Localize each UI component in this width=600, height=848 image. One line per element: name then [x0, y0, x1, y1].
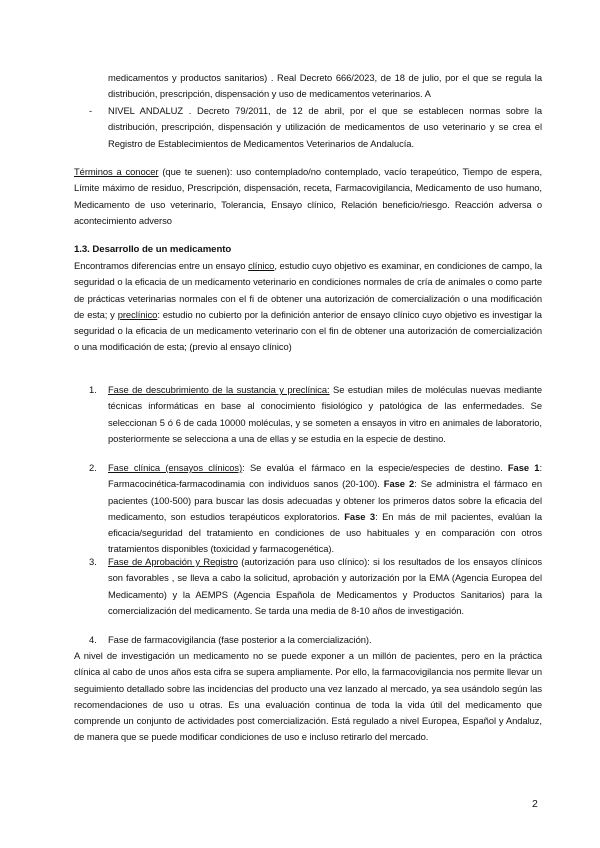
list-dash: -	[89, 105, 93, 116]
phase-2: Fase clínica (ensayos clínicos): Se evalúa el fármaco en la especie/especies de destino. Fase 1: Farmacocinética-farmacodinamia con individuos sanos (20-100). Fase 2: Se administra el fármaco en pacientes (100-500) para buscar las dosis adecuadas y obtener los primeros datos sobre la eficacia del medicamento, son estudios terapéuticos exploratorios. Fase 3: En más de mil pacientes, evalúan la eficacia/seguridad del tratamiento en condiciones de uso habituales y en comparación con otros tratamientos disponibles (toxicidad y farmacogenética).	[108, 462, 543, 555]
phase-3-title: Fase de Aprobación y Registro	[108, 556, 238, 567]
closing-paragraph: A nivel de investigación un medicamento no se puede exponer a un millón de pacientes, pero en la práctica clínica al cabo de unos años esta cifra se supera ampliamente. Por ello, la farmacovigilancia nos permite llevar un seguimiento detallado sobre las incidencias del producto una vez lanzado al mercado, ya sea usándolo según las recomendaciones de uso u otras. Es una evaluación continua de toda la vida útil del medicamento que comprende un conjunto de actividades post comercialización. Está regulado a nivel Europea, Español y Andaluz, de manera que se puede modificar condiciones de uso e incluso retirarlo del mercado.	[74, 650, 542, 743]
preclinico-term: preclínico	[117, 308, 158, 320]
terms-paragraph	[74, 164, 542, 229]
phase-3-number: 3.	[89, 556, 97, 567]
section-paragraph: Encontramos diferencias entre un ensayo clínico, estudio cuyo objetivo es examinar, en condiciones de campo, la seguridad o la eficacia de un medicamento veterinario en condiciones normales de cría de animales o como parte de prácticas veterinarias normales con el fi de obtener una autorización de comercialización o una modificación de esta; y preclínico: estudio no cubierto por la definición anterior de ensayo clínico cuyo objetivo es investigar la seguridad o la eficacia de un medicamento veterinario con el fin de obtener una autorización de comercialización o una modificación de esta; (previo al ensayo clínico)	[74, 260, 542, 353]
phase-4: Fase de farmacovigilancia (fase posterior a la comercialización).	[108, 634, 372, 645]
phase-1: Fase de descubrimiento de la sustancia y preclínica: Se estudian miles de moléculas nuevas mediante técnicas informáticas en base al conocimiento fisiológico y patológica de las enfermedades. Se seleccionan 5 ó 6 de cada 10000 moléculas, y se someten a ensayos in vitro en animales de laboratorio, posteriormente se selecciona a una de ellas y se estudia en la especie de destino.	[108, 384, 542, 444]
section-heading: 1.3. Desarrollo de un medicamento	[74, 244, 232, 255]
phase-1-number: 1.	[89, 384, 97, 395]
phase-1-title: Fase de descubrimiento de la sustancia y preclínica:	[108, 384, 330, 395]
phase-2-number: 2.	[89, 462, 97, 473]
terms-label: Términos a conocer	[74, 166, 159, 177]
phase-2-title: Fase clínica (ensayos clínicos)	[108, 462, 243, 473]
clinico-term: clínico	[248, 260, 275, 271]
phase-4-number: 4.	[89, 634, 97, 645]
legislation-item-andaluz: NIVEL ANDALUZ . Decreto 79/2011, de 12 de abril, por el que se establecen normas sobre la distribución, prescripción, dispensación y utilización de medicamentos de uso veterinario y se crea el Registro de Establecimientos de Medicamentos Veterinarios de Andalucía.	[108, 105, 542, 149]
page-number: 2	[532, 798, 538, 810]
terms-text: (que te suenen): uso contemplado/no contemplado, vacío terapeútico, Tiempo de espera, Límite máximo de residuo, Prescripción, dispensación, receta, Farmacovigilancia, Medicamento de uso humano, Medicamento de uso veterinario, Tolerancia, Ensayo clínico, Relación beneficio/riesgo. Reacción adversa o acontecimiento adverso	[74, 166, 542, 226]
legislation-item-continued: medicamentos y productos sanitarios) . Real Decreto 666/2023, de 18 de julio, por el que se regula la distribución, prescripción, dispensación y uso de medicamentos veterinarios. A	[108, 72, 542, 100]
phase-3: Fase de Aprobación y Registro (autorización para uso clínico): si los resultados de los ensayos clínicos son favorables , se lleva a cabo la solicitud, aprobación y autorización por la EMA (Agencia Europea del Medicamento) y la AEMPS (Agencia Española de Medicamentos y Productos Sanitarios) para la comercialización del medicamento. Se tarda una media de 8-10 años de investigación.	[108, 556, 542, 616]
